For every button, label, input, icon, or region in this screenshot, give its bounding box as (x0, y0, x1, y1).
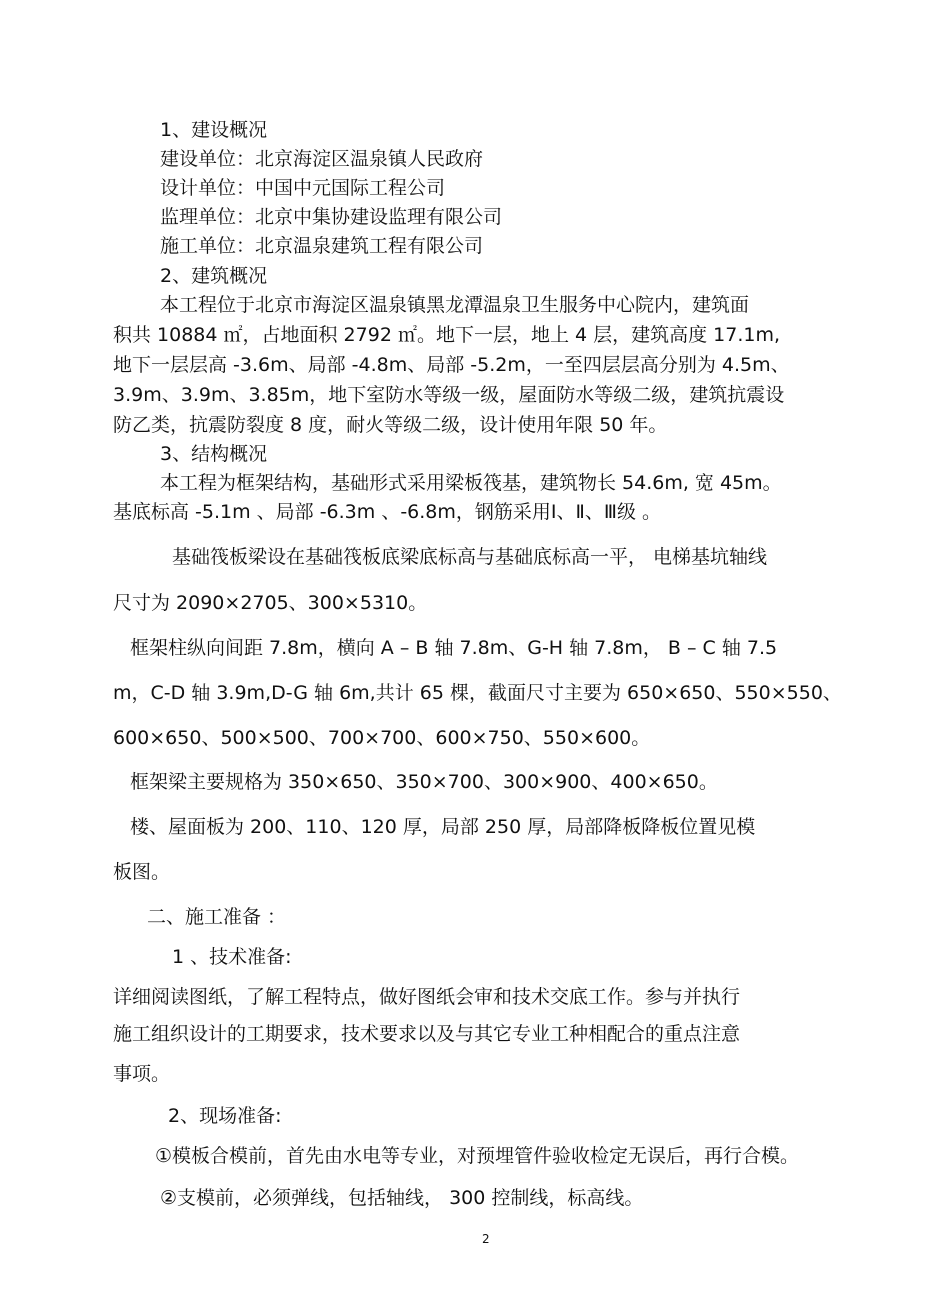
page-number: 2 (482, 1232, 490, 1246)
heading-construction-overview: 1、建设概况 (160, 119, 268, 141)
paragraph-line: 尺寸为 2090×2705、300×5310。 (113, 592, 428, 614)
heading-structure-overview: 3、结构概况 (160, 443, 268, 465)
supervision-unit-line: 监理单位：北京中集协建设监理有限公司 (160, 206, 503, 228)
paragraph-line: 基础筏板梁设在基础筏板底梁底标高与基础底标高一平， 电梯基坑轴线 (172, 546, 768, 568)
subheading-site-preparation: 2、现场准备: (168, 1105, 282, 1127)
paragraph-line: 施工组织设计的工期要求，技术要求以及与其它专业工种相配合的重点注意 (113, 1023, 741, 1045)
paragraph-line: 板图。 (113, 861, 171, 883)
construction-unit-line: 施工单位：北京温泉建筑工程有限公司 (160, 235, 484, 257)
paragraph-line: 详细阅读图纸，了解工程特点，做好图纸会审和技术交底工作。参与并执行 (113, 986, 741, 1008)
paragraph-line: 框架柱纵向间距 7.8m，横向 A – B 轴 7.8m、G-H 轴 7.8m， B – C 轴 7.5 (130, 637, 778, 659)
subheading-technical-preparation: 1 、技术准备: (172, 946, 292, 968)
paragraph-line: 楼、屋面板为 200、110、120 厚，局部 250 厚，局部降板降板位置见模 (130, 816, 756, 838)
paragraph-line: m，C-D 轴 3.9m,D-G 轴 6m,共计 65 棵，截面尺寸主要为 650×650、550×550、 (113, 682, 842, 704)
paragraph-line: 地下一层层高 -3.6m、局部 -4.8m、局部 -5.2m，一至四层层高分别为 4.5m、 (113, 354, 790, 376)
paragraph-line: 防乙类，抗震防裂度 8 度，耐火等级二级，设计使用年限 50 年。 (113, 414, 668, 436)
paragraph-line: 框架梁主要规格为 350×650、350×700、300×900、400×650。 (130, 771, 718, 793)
heading-building-overview: 2、建筑概况 (160, 265, 268, 287)
owner-unit-line: 建设单位：北京海淀区温泉镇人民政府 (160, 148, 484, 170)
list-item: ①模板合模前，首先由水电等专业，对预埋管件验收检定无误后，再行合模。 (155, 1145, 800, 1167)
paragraph-line: 600×650、500×500、700×700、600×750、550×600。 (113, 727, 651, 749)
paragraph-line: 积共 10884 ㎡，占地面积 2792 ㎡。地下一层，地上 4 层，建筑高度 17.1m, (113, 324, 781, 346)
design-unit-line: 设计单位：中国中元国际工程公司 (160, 177, 446, 199)
paragraph-line: 本工程位于北京市海淀区温泉镇黑龙潭温泉卫生服务中心院内，建筑面 (160, 294, 750, 316)
paragraph-line: 本工程为框架结构，基础形式采用梁板筏基，建筑物长 54.6m, 宽 45m。 (160, 472, 782, 494)
heading-construction-preparation: 二、施工准备 ： (147, 906, 287, 928)
paragraph-line: 基底标高 -5.1m 、局部 -6.3m 、-6.8m，钢筋采用Ⅰ、Ⅱ、Ⅲ级 。 (113, 501, 661, 523)
list-item: ②支模前，必须弹线，包括轴线， 300 控制线，标高线。 (160, 1187, 644, 1209)
paragraph-line: 3.9m、3.9m、3.85m，地下室防水等级一级，屋面防水等级二级，建筑抗震设 (113, 384, 785, 406)
paragraph-line: 事项。 (113, 1063, 171, 1085)
